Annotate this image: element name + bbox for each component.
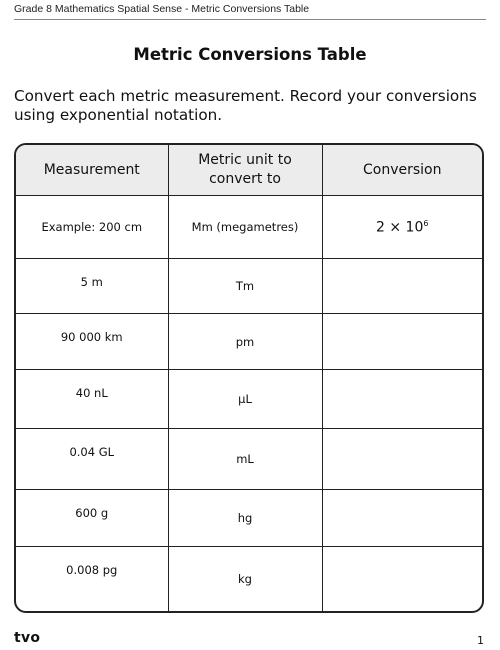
example-conversion xyxy=(322,196,482,258)
row-unit: mL xyxy=(168,429,322,489)
table-row xyxy=(16,258,482,313)
table-row xyxy=(16,547,482,611)
row-unit: hg xyxy=(168,489,322,546)
conversions-table xyxy=(14,143,484,613)
header-divider xyxy=(14,19,486,20)
tvo-logo: tvo xyxy=(14,630,41,646)
table-row xyxy=(16,370,482,429)
row-measurement: 5 m xyxy=(16,258,168,313)
table-header-row xyxy=(16,145,482,196)
row-conversion-cell[interactable] xyxy=(322,429,482,489)
row-conversion-cell[interactable] xyxy=(322,547,482,611)
row-unit: μL xyxy=(168,370,322,429)
row-unit: kg xyxy=(168,547,322,611)
row-conversion-cell[interactable] xyxy=(322,258,482,313)
example-measurement: Example: 200 cm xyxy=(16,196,168,258)
table-row xyxy=(16,313,482,369)
row-measurement: 600 g xyxy=(16,489,168,546)
page-number: 1 xyxy=(477,634,484,647)
table-row xyxy=(16,489,482,546)
row-measurement: 0.04 GL xyxy=(16,429,168,489)
row-conversion-cell[interactable] xyxy=(322,313,482,369)
header-unit: Metric unit to convert to xyxy=(168,145,322,196)
row-unit: Tm xyxy=(168,258,322,313)
header-conversion: Conversion xyxy=(322,145,482,196)
page-title: Metric Conversions Table xyxy=(133,45,367,64)
example-unit: Mm (megametres) xyxy=(168,196,322,258)
instructions-text: Convert each metric measurement. Record your conversions using exponential notation. xyxy=(14,87,477,124)
row-unit: pm xyxy=(168,313,322,369)
table-row xyxy=(16,429,482,489)
example-conversion-base: 2 × 10 xyxy=(376,219,424,236)
row-conversion-cell[interactable] xyxy=(322,370,482,429)
document-header: Grade 8 Mathematics Spatial Sense - Metric Conversions Table xyxy=(14,3,310,15)
row-conversion-cell[interactable] xyxy=(322,489,482,546)
row-measurement: 40 nL xyxy=(16,370,168,429)
row-measurement: 0.008 pg xyxy=(16,547,168,611)
example-row xyxy=(16,196,482,258)
row-measurement: 90 000 km xyxy=(16,313,168,369)
example-conversion-exponent: 6 xyxy=(423,218,429,228)
header-measurement: Measurement xyxy=(16,145,168,196)
